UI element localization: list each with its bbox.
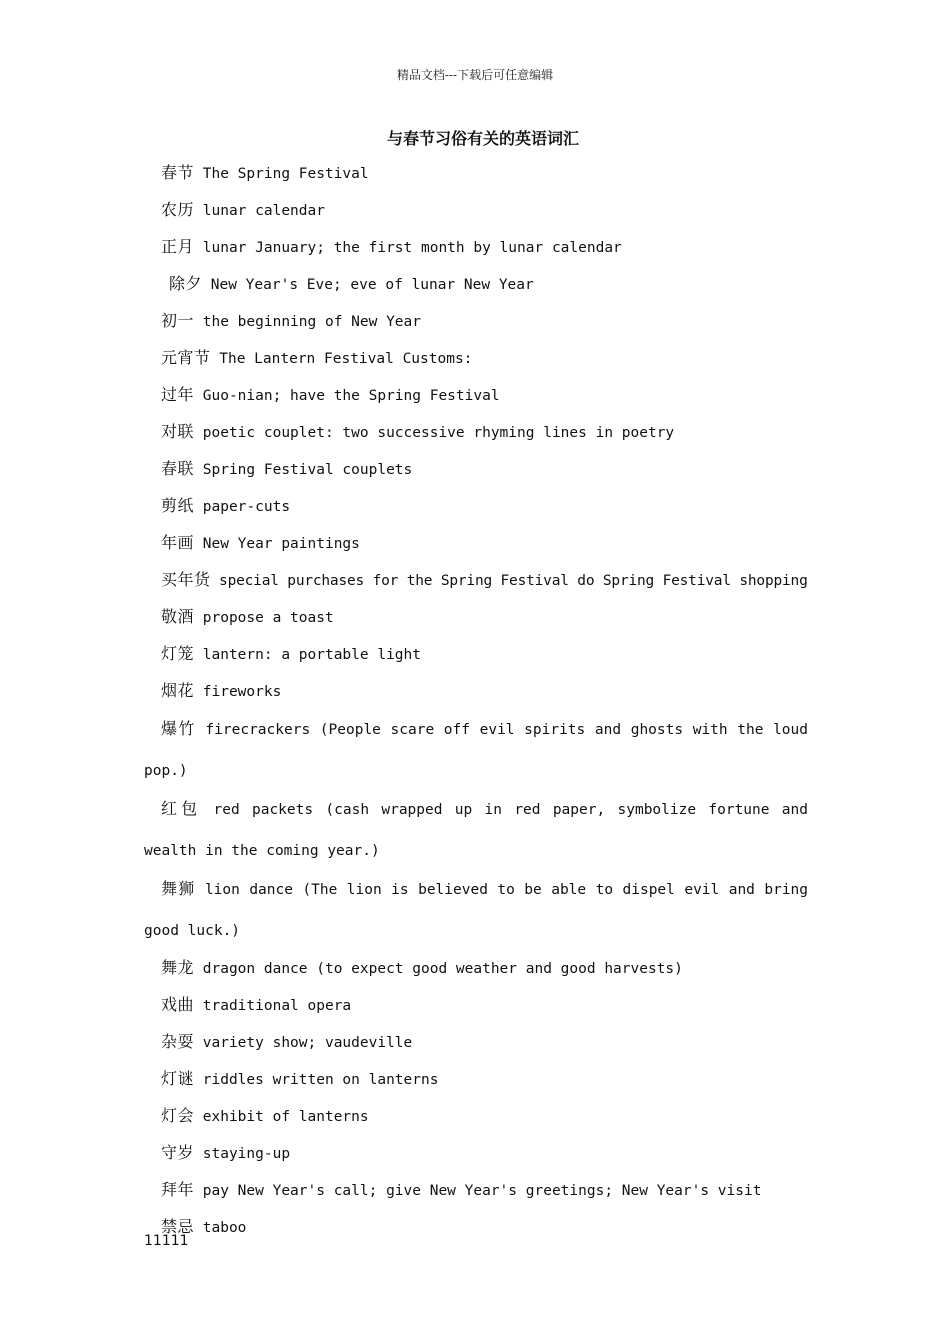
term-en: paper-cuts — [202, 499, 291, 515]
term-zh: 初一 — [161, 311, 195, 330]
term-en: fireworks — [202, 684, 282, 700]
term-en: lion dance (The lion is believed to be able to dispel evil and bring good luck.) — [144, 882, 809, 939]
list-item — [144, 458, 808, 481]
term-en: Guo-nian; have the Spring Festival — [202, 388, 500, 404]
term-zh: 正月 — [161, 237, 195, 256]
list-item — [144, 310, 808, 333]
list-item — [144, 1142, 808, 1165]
term-en: riddles written on lanterns — [202, 1072, 439, 1088]
list-item — [144, 1031, 808, 1054]
term-zh: 剪纸 — [161, 496, 195, 515]
term-en: poetic couplet: two successive rhyming lines in poetry — [202, 425, 675, 441]
list-item — [144, 273, 808, 296]
term-zh: 灯笼 — [161, 644, 195, 663]
term-en: propose a toast — [202, 610, 334, 626]
term-zh: 元宵节 — [161, 348, 211, 367]
list-item — [144, 643, 808, 666]
term-en: dragon dance (to expect good weather and good harvests) — [202, 961, 683, 977]
term-zh: 除夕 — [169, 274, 203, 293]
term-en: lunar January; the first month by lunar calendar — [202, 240, 622, 256]
term-zh: 舞狮 — [161, 879, 196, 898]
vocabulary-list — [144, 162, 808, 1253]
header-note: 精品文档---下载后可任意编辑 — [396, 68, 554, 82]
term-en: exhibit of lanterns — [202, 1109, 369, 1125]
term-en: lunar calendar — [202, 203, 325, 219]
term-zh: 红包 — [161, 799, 202, 818]
term-en: New Year's Eve; eve of lunar New Year — [210, 277, 534, 293]
list-item — [144, 680, 808, 703]
term-en: pay New Year's call; give New Year's greetings; New Year's visit — [202, 1183, 762, 1199]
list-item — [144, 1068, 808, 1091]
term-en: special purchases for the Spring Festival do Spring Festival shopping — [219, 573, 808, 589]
term-en: lantern: a portable light — [202, 647, 421, 663]
term-zh: 年画 — [161, 533, 195, 552]
footer-number: 11111 — [144, 1233, 189, 1249]
list-item — [144, 569, 808, 592]
term-en: The Spring Festival — [202, 166, 369, 182]
term-zh: 灯谜 — [161, 1069, 195, 1088]
term-zh: 戏曲 — [161, 995, 195, 1014]
list-item — [144, 199, 808, 222]
list-item — [144, 868, 808, 952]
term-zh: 拜年 — [161, 1180, 195, 1199]
list-item — [144, 162, 808, 185]
term-zh: 过年 — [161, 385, 195, 404]
term-en: firecrackers (People scare off evil spirits and ghosts with the loud pop.) — [144, 722, 808, 779]
term-en: traditional opera — [202, 998, 352, 1014]
list-item — [144, 994, 808, 1017]
term-zh: 买年货 — [161, 570, 211, 589]
term-zh: 灯会 — [161, 1106, 195, 1125]
term-zh: 春联 — [161, 459, 195, 478]
list-item — [144, 1216, 808, 1239]
term-zh: 舞龙 — [161, 958, 195, 977]
list-item — [144, 347, 808, 370]
term-en: The Lantern Festival Customs: — [219, 351, 473, 367]
list-item — [144, 421, 808, 444]
list-item — [144, 1105, 808, 1128]
term-zh: 杂耍 — [161, 1032, 195, 1051]
term-en: red packets (cash wrapped up in red paper, symbolize fortune and wealth in the coming year.) — [144, 802, 808, 859]
term-zh: 敬酒 — [161, 607, 195, 626]
term-zh: 守岁 — [161, 1143, 195, 1162]
term-en: staying-up — [202, 1146, 291, 1162]
term-zh: 农历 — [161, 200, 195, 219]
term-en: variety show; vaudeville — [202, 1035, 413, 1051]
page-title: 与春节习俗有关的英语词汇 — [386, 129, 579, 148]
term-en: taboo — [202, 1220, 247, 1236]
list-item — [144, 788, 808, 872]
term-zh: 禁忌 — [161, 1217, 195, 1236]
list-item — [144, 532, 808, 555]
term-zh: 对联 — [161, 422, 195, 441]
list-item — [144, 606, 808, 629]
term-zh: 爆竹 — [161, 719, 196, 738]
list-item — [144, 957, 808, 980]
list-item — [144, 384, 808, 407]
term-en: Spring Festival couplets — [202, 462, 413, 478]
list-item — [144, 1179, 808, 1202]
list-item — [144, 708, 808, 792]
term-en: New Year paintings — [202, 536, 360, 552]
list-item — [144, 236, 808, 259]
term-zh: 春节 — [161, 163, 195, 182]
term-en: the beginning of New Year — [202, 314, 421, 330]
term-zh: 烟花 — [161, 681, 195, 700]
list-item — [144, 495, 808, 518]
